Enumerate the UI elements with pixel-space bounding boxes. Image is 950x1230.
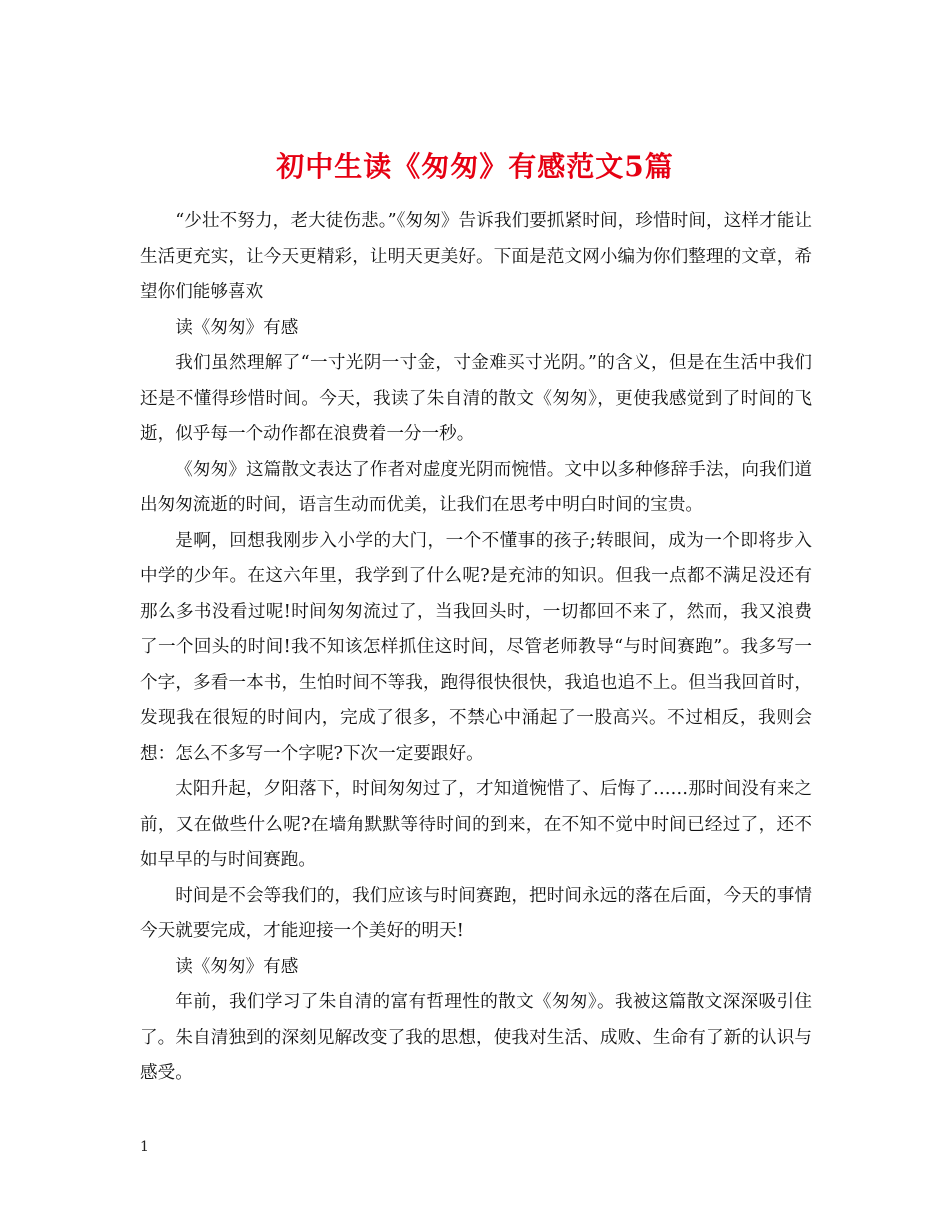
document-body (140, 204, 812, 1092)
body-paragraph: 我们虽然理解了“一寸光阴一寸金，寸金难买寸光阴。”的含义，但是在生活中我们还是不懂得珍惜时间。今天，我读了朱自清的散文《匆匆》，更使我感觉到了时间的飞逝，似乎每一个动作都在浪费着一分一秒。 (140, 353, 812, 444)
body-paragraph: 是啊，回想我刚步入小学的大门，一个不懂事的孩子;转眼间，成为一个即将步入中学的少年。在这六年里，我学到了什么呢?是充沛的知识。但我一点都不满足没还有那么多书没看过呢!时间匆匆流过了，当我回头时，一切都回不来了，然而，我又浪费了一个回头的时间!我不知该怎样抓住这时间，尽管老师教导“与时间赛跑”。我多写一个字，多看一本书，生怕时间不等我，跑得很快很快，我追也追不上。但当我回首时，发现我在很短的时间内，完成了很多，不禁心中涌起了一股高兴。不过相反，我则会想：怎么不多写一个字呢?下次一定要跟好。 (140, 530, 812, 764)
body-paragraph: 时间是不会等我们的，我们应该与时间赛跑，把时间永远的落在后面，今天的事情今天就要完成，才能迎接一个美好的明天! (140, 885, 812, 941)
section-heading: 读《匆匆》有感 (175, 956, 299, 977)
intro-paragraph: “少壮不努力，老大徒伤悲。”《匆匆》告诉我们要抓紧时间，珍惜时间，这样才能让生活更充实，让今天更精彩，让明天更美好。下面是范文网小编为你们整理的文章，希望你们能够喜欢 (140, 211, 812, 302)
body-paragraph: 年前，我们学习了朱自清的富有哲理性的散文《匆匆》。我被这篇散文深深吸引住了。朱自清独到的深刻见解改变了我的思想，使我对生活、成败、生命有了新的认识与感受。 (140, 992, 812, 1083)
body-paragraph: 《匆匆》这篇散文表达了作者对虚度光阴而惋惜。文中以多种修辞手法，向我们道出匆匆流逝的时间，语言生动而优美，让我们在思考中明白时间的宝贵。 (140, 459, 812, 515)
section-heading: 读《匆匆》有感 (175, 317, 299, 338)
page-number: 1 (140, 1139, 149, 1155)
document-title: 初中生读《匆匆》有感范文5篇 (276, 149, 674, 183)
body-paragraph: 太阳升起，夕阳落下，时间匆匆过了，才知道惋惜了、后悔了……那时间没有来之前，又在做些什么呢?在墙角默默等待时间的到来，在不知不觉中时间已经过了，还不如早早的与时间赛跑。 (140, 779, 812, 870)
